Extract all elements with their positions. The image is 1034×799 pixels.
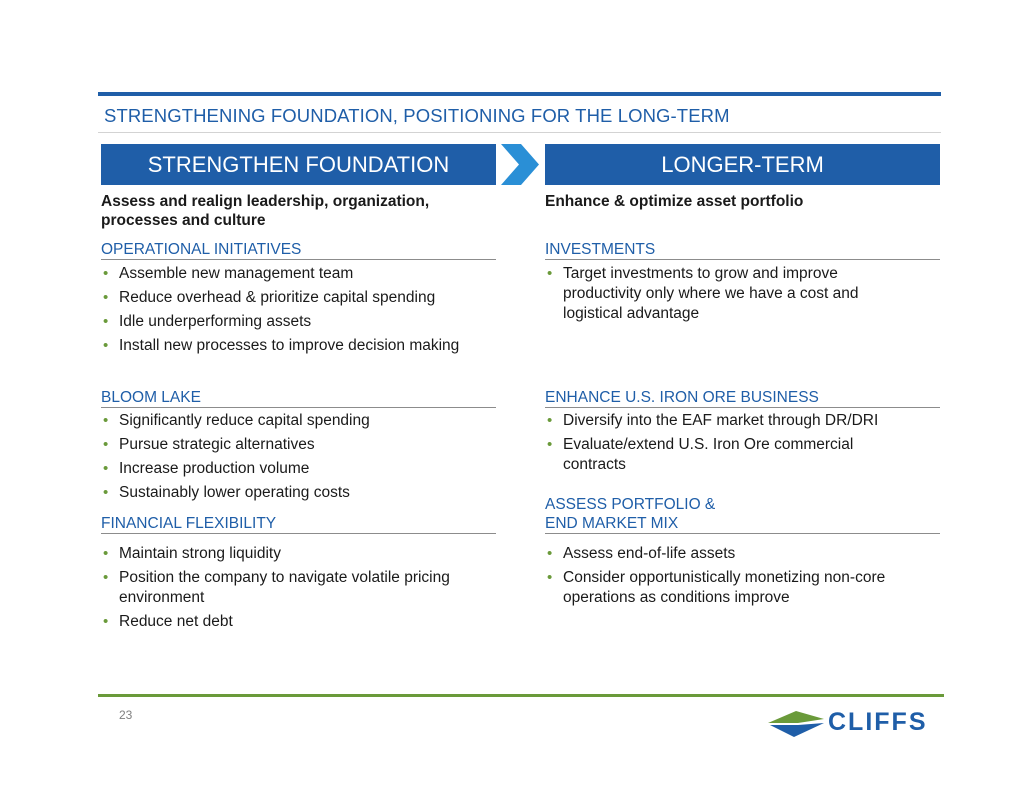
list-item: • Maintain strong liquidity: [101, 544, 501, 564]
operational-initiatives-list: [101, 264, 501, 360]
list-item: • Consider opportunistically monetizing non-core operations as conditions improve: [545, 568, 908, 608]
page-number: 23: [119, 708, 133, 722]
bloom-lake-list: [101, 411, 501, 507]
left-subhead: Assess and realign leadership, organization, processes and culture: [101, 193, 430, 229]
enhance-iron-ore-list: [545, 411, 940, 479]
section-heading-bloom-lake: BLOOM LAKE: [101, 388, 496, 408]
banner-strengthen-foundation: STRENGTHEN FOUNDATION: [101, 144, 496, 185]
cliffs-logo-text: CLIFFS: [828, 708, 928, 736]
cliffs-logo-mark-icon: [768, 711, 824, 737]
list-item: • Reduce overhead & prioritize capital spending: [101, 288, 501, 308]
list-item: • Install new processes to improve decision making: [101, 336, 469, 356]
section-heading-financial-flexibility: FINANCIAL FLEXIBILITY: [101, 514, 496, 534]
right-subhead: Enhance & optimize asset portfolio: [545, 193, 804, 210]
financial-flexibility-list: [101, 544, 501, 636]
list-item: • Sustainably lower operating costs: [101, 483, 501, 503]
list-item: • Assess end-of-life assets: [545, 544, 940, 564]
list-item: • Increase production volume: [101, 459, 501, 479]
list-item: • Reduce net debt: [101, 612, 501, 632]
slide-title: STRENGTHENING FOUNDATION, POSITIONING FOR THE LONG-TERM: [104, 105, 730, 126]
investments-list: [545, 264, 925, 328]
chevron-right-icon: [499, 144, 541, 185]
list-item: • Assemble new management team: [101, 264, 501, 284]
section-heading-investments: INVESTMENTS: [545, 240, 940, 260]
section-heading-operational-initiatives: OPERATIONAL INITIATIVES: [101, 240, 496, 260]
list-item: • Diversify into the EAF market through DR/DRI: [545, 411, 940, 431]
section-heading-assess-portfolio: [545, 495, 940, 534]
list-item: • Idle underperforming assets: [101, 312, 501, 332]
list-item: • Significantly reduce capital spending: [101, 411, 501, 431]
assess-portfolio-list: [545, 544, 940, 612]
top-rule: [98, 92, 941, 96]
section-heading-line: END MARKET MIX: [545, 515, 679, 532]
section-heading-line: ASSESS PORTFOLIO &: [545, 496, 716, 513]
section-heading-enhance-us-iron-ore: ENHANCE U.S. IRON ORE BUSINESS: [545, 388, 940, 408]
list-item: • Position the company to navigate volatile pricing environment: [101, 568, 469, 608]
footer-rule: [98, 694, 944, 697]
banner-longer-term: LONGER-TERM: [545, 144, 940, 185]
title-divider: [98, 132, 941, 133]
list-item: • Pursue strategic alternatives: [101, 435, 501, 455]
list-item: • Evaluate/extend U.S. Iron Ore commercial contracts: [545, 435, 918, 475]
list-item: • Target investments to grow and improve productivity only where we have a cost and logistical advantage: [545, 264, 908, 324]
